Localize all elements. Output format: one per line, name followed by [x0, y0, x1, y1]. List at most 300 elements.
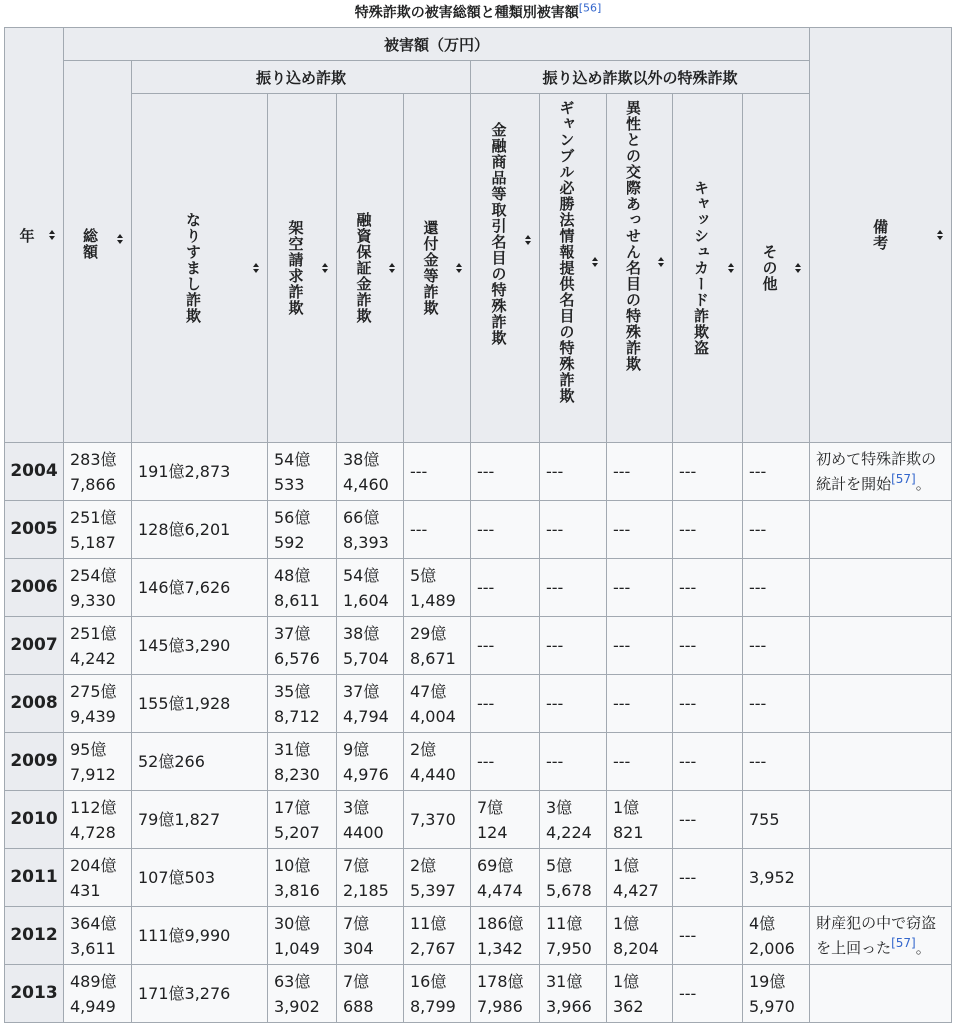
- cell-line: 4,427: [613, 880, 659, 900]
- header-kakuu-seikyu[interactable]: [268, 94, 337, 443]
- value-cell: [607, 443, 673, 501]
- header-gamble[interactable]: [540, 94, 607, 443]
- cell-line: 7,370: [410, 810, 456, 829]
- cell-line: 5億: [546, 855, 573, 875]
- cell-line: 5,678: [546, 880, 592, 900]
- cell-line: 37億: [274, 623, 311, 643]
- cell-line: 7,866: [70, 474, 116, 494]
- cell-line: 304: [343, 938, 374, 958]
- value-cell: [673, 617, 743, 675]
- value-cell: [404, 849, 471, 907]
- cell-line: 2,767: [410, 938, 456, 958]
- total-cell: [64, 849, 132, 907]
- value-cell: [540, 675, 607, 733]
- cell-line: 9,439: [70, 706, 116, 726]
- sort-icon[interactable]: [525, 235, 532, 245]
- cell-line: 254億: [70, 565, 117, 585]
- value-cell: [132, 501, 268, 559]
- cell-line: 47億: [410, 681, 447, 701]
- year-cell: 2006: [5, 559, 64, 617]
- cell-line: 35億: [274, 681, 311, 701]
- cell-line: 11億: [410, 913, 447, 933]
- cell-line: ---: [546, 694, 564, 713]
- header-isei-kosai-label: 異性との交際あっせん名目の特殊詐欺: [624, 100, 642, 372]
- cell-line: 7,986: [477, 996, 523, 1016]
- value-cell: [743, 849, 810, 907]
- cell-line: 124: [477, 822, 508, 842]
- value-cell: [132, 443, 268, 501]
- cell-line: 4,949: [70, 996, 116, 1016]
- header-kakuu-seikyu-label: 架空請求詐欺: [286, 220, 305, 316]
- value-cell: [337, 501, 404, 559]
- sort-icon[interactable]: [49, 230, 56, 240]
- value-cell: [268, 675, 337, 733]
- cell-line: 688: [343, 996, 374, 1016]
- cell-line: ---: [749, 752, 767, 771]
- value-cell: [268, 791, 337, 849]
- cell-line: 11億: [546, 913, 583, 933]
- cell-line: 1,604: [343, 590, 389, 610]
- value-cell: [607, 907, 673, 965]
- value-cell: [404, 965, 471, 1023]
- cell-line: 95億: [70, 739, 107, 759]
- value-cell: [337, 849, 404, 907]
- header-isei-kosai[interactable]: [607, 94, 673, 443]
- header-sonota[interactable]: [743, 94, 810, 443]
- cell-line: 178億: [477, 971, 524, 991]
- cell-line: ---: [477, 462, 495, 481]
- value-cell: [743, 675, 810, 733]
- cell-line: 31億: [546, 971, 583, 991]
- note-text: 初めて特殊詐欺の統計を開始: [816, 449, 937, 493]
- cell-line: 2,185: [343, 880, 389, 900]
- cell-line: ---: [679, 694, 697, 713]
- header-year-label: 年: [19, 226, 35, 245]
- value-cell: [268, 617, 337, 675]
- cell-line: 7,950: [546, 938, 592, 958]
- cell-line: 171億3,276: [138, 984, 231, 1003]
- cell-line: 7,912: [70, 764, 116, 784]
- value-cell: [540, 791, 607, 849]
- note-cell: [810, 965, 952, 1023]
- cell-line: 191億2,873: [138, 462, 231, 481]
- value-cell: [471, 559, 540, 617]
- cell-line: 5,970: [749, 996, 795, 1016]
- cell-line: ---: [410, 462, 428, 481]
- note-cell: [810, 617, 952, 675]
- value-cell: [673, 501, 743, 559]
- cell-line: ---: [477, 636, 495, 655]
- header-damage: 被害額（万円）: [64, 28, 810, 61]
- cell-line: 37億: [343, 681, 380, 701]
- value-cell: [132, 849, 268, 907]
- value-cell: [132, 617, 268, 675]
- cell-line: ---: [749, 636, 767, 655]
- cell-line: 7億: [477, 797, 504, 817]
- cell-line: ---: [546, 578, 564, 597]
- value-cell: [607, 849, 673, 907]
- cell-line: ---: [679, 520, 697, 539]
- table-row: [5, 791, 952, 849]
- cell-line: 29億: [410, 623, 447, 643]
- table-row: [5, 965, 952, 1023]
- cell-line: 2,006: [749, 938, 795, 958]
- header-notes[interactable]: [810, 28, 952, 443]
- note-ref-link[interactable]: [57]: [891, 935, 916, 950]
- sort-icon[interactable]: [322, 263, 329, 273]
- cell-line: 251億: [70, 623, 117, 643]
- value-cell: [337, 617, 404, 675]
- value-cell: [471, 907, 540, 965]
- header-other-group: 振り込め詐欺以外の特殊詐欺: [471, 61, 810, 94]
- cell-line: 1億: [613, 971, 640, 991]
- cell-line: ---: [679, 984, 697, 1003]
- year-cell: 2010: [5, 791, 64, 849]
- value-cell: [540, 907, 607, 965]
- header-total[interactable]: [64, 61, 132, 443]
- header-kinyu-shohin-label: 金融商品等取引名目の特殊詐欺: [489, 122, 508, 346]
- cell-line: ---: [679, 462, 697, 481]
- value-cell: [132, 907, 268, 965]
- value-cell: [607, 675, 673, 733]
- cell-line: 31億: [274, 739, 311, 759]
- cell-line: 38億: [343, 623, 380, 643]
- cell-line: 4,224: [546, 822, 592, 842]
- cell-line: 1,489: [410, 590, 456, 610]
- cell-line: 9,330: [70, 590, 116, 610]
- cell-line: 4,794: [343, 706, 389, 726]
- total-cell: [64, 733, 132, 791]
- total-cell: [64, 791, 132, 849]
- value-cell: [337, 907, 404, 965]
- table-row: [5, 617, 952, 675]
- value-cell: [337, 733, 404, 791]
- sort-icon[interactable]: [389, 263, 396, 273]
- year-cell: 2005: [5, 501, 64, 559]
- value-cell: [607, 501, 673, 559]
- table-row: [5, 849, 952, 907]
- cell-line: 8,671: [410, 648, 456, 668]
- value-cell: [540, 559, 607, 617]
- value-cell: [607, 559, 673, 617]
- cell-line: ---: [679, 578, 697, 597]
- value-cell: [540, 443, 607, 501]
- value-cell: [268, 965, 337, 1023]
- cell-line: 3億: [343, 797, 370, 817]
- table-row: [5, 501, 952, 559]
- value-cell: [673, 849, 743, 907]
- cell-line: 3,952: [749, 868, 795, 887]
- cell-line: 54億: [274, 449, 311, 469]
- cell-line: 362: [613, 996, 644, 1016]
- cell-line: 4,976: [343, 764, 389, 784]
- cell-line: ---: [546, 636, 564, 655]
- value-cell: [268, 849, 337, 907]
- cell-line: ---: [749, 694, 767, 713]
- note-end: 。: [915, 938, 931, 957]
- cell-line: 251億: [70, 507, 117, 527]
- value-cell: [673, 733, 743, 791]
- value-cell: [743, 733, 810, 791]
- header-total-label: 総額: [81, 227, 99, 260]
- value-cell: [404, 501, 471, 559]
- value-cell: [132, 559, 268, 617]
- value-cell: [404, 559, 471, 617]
- header-kinyu-shohin[interactable]: [471, 94, 540, 443]
- cell-line: 17億: [274, 797, 311, 817]
- sort-icon[interactable]: [456, 263, 463, 273]
- value-cell: [607, 965, 673, 1023]
- value-cell: [132, 965, 268, 1023]
- year-cell: 2012: [5, 907, 64, 965]
- sort-icon[interactable]: [937, 230, 944, 240]
- value-cell: [268, 733, 337, 791]
- cell-line: 111億9,990: [138, 926, 231, 945]
- header-year[interactable]: [5, 28, 64, 443]
- cell-line: 8,712: [274, 706, 320, 726]
- cell-line: ---: [613, 462, 631, 481]
- cell-line: 4,004: [410, 706, 456, 726]
- sort-icon[interactable]: [658, 257, 665, 267]
- header-cash-card[interactable]: [673, 94, 743, 443]
- cell-line: ---: [679, 636, 697, 655]
- table-row: [5, 559, 952, 617]
- cell-line: 2億: [410, 739, 437, 759]
- value-cell: [337, 559, 404, 617]
- year-cell: 2008: [5, 675, 64, 733]
- cell-line: ---: [477, 520, 495, 539]
- value-cell: [268, 559, 337, 617]
- value-cell: [404, 675, 471, 733]
- value-cell: [743, 791, 810, 849]
- header-yushi-hoshokin[interactable]: [337, 94, 404, 443]
- value-cell: [743, 907, 810, 965]
- header-kanpukin-label: 還付金等詐欺: [421, 220, 440, 316]
- table-row: [5, 675, 952, 733]
- cell-line: 8,799: [410, 996, 456, 1016]
- cell-line: 7億: [343, 971, 370, 991]
- value-cell: [404, 443, 471, 501]
- cell-line: ---: [679, 926, 697, 945]
- cell-line: ---: [613, 578, 631, 597]
- year-cell: 2009: [5, 733, 64, 791]
- value-cell: [404, 907, 471, 965]
- cell-line: 1,049: [274, 938, 320, 958]
- value-cell: [743, 965, 810, 1023]
- cell-line: 7億: [343, 855, 370, 875]
- cell-line: 48億: [274, 565, 311, 585]
- cell-line: ---: [477, 694, 495, 713]
- cell-line: ---: [679, 752, 697, 771]
- note-cell: [810, 907, 952, 965]
- value-cell: [337, 443, 404, 501]
- cell-line: 9億: [343, 739, 370, 759]
- cell-line: 489億: [70, 971, 117, 991]
- cell-line: 4,440: [410, 764, 456, 784]
- year-cell: 2011: [5, 849, 64, 907]
- value-cell: [607, 733, 673, 791]
- table-row: [5, 733, 952, 791]
- cell-line: 2億: [410, 855, 437, 875]
- value-cell: [607, 791, 673, 849]
- cell-line: 4400: [343, 822, 384, 842]
- cell-line: 155億1,928: [138, 694, 231, 713]
- cell-line: 69億: [477, 855, 514, 875]
- cell-line: 7億: [343, 913, 370, 933]
- cell-line: 755: [749, 810, 780, 829]
- cell-line: 4,474: [477, 880, 523, 900]
- cell-line: ---: [613, 520, 631, 539]
- cell-line: 533: [274, 474, 305, 494]
- total-cell: [64, 501, 132, 559]
- cell-line: 1億: [613, 797, 640, 817]
- header-furikomi: 振り込め詐欺: [132, 61, 471, 94]
- value-cell: [540, 965, 607, 1023]
- value-cell: [268, 501, 337, 559]
- value-cell: [337, 791, 404, 849]
- value-cell: [471, 617, 540, 675]
- cell-line: 66億: [343, 507, 380, 527]
- cell-line: 592: [274, 532, 305, 552]
- cell-line: 3億: [546, 797, 573, 817]
- value-cell: [673, 675, 743, 733]
- sort-icon[interactable]: [253, 263, 260, 273]
- cell-line: 186億: [477, 913, 524, 933]
- note-cell: [810, 559, 952, 617]
- note-cell: [810, 849, 952, 907]
- cell-line: 128億6,201: [138, 520, 231, 539]
- header-kanpukin[interactable]: [404, 94, 471, 443]
- value-cell: [673, 907, 743, 965]
- value-cell: [673, 443, 743, 501]
- cell-line: ---: [613, 752, 631, 771]
- note-cell: [810, 791, 952, 849]
- total-cell: [64, 965, 132, 1023]
- header-notes-label: 備考: [871, 219, 890, 251]
- value-cell: [471, 501, 540, 559]
- cell-line: 5億: [410, 565, 437, 585]
- sort-icon[interactable]: [728, 263, 735, 273]
- table-caption: [0, 0, 956, 27]
- value-cell: [743, 559, 810, 617]
- cell-line: 38億: [343, 449, 380, 469]
- cell-line: 204億: [70, 855, 117, 875]
- cell-line: 5,207: [274, 822, 320, 842]
- note-end: 。: [915, 474, 931, 493]
- cell-line: 8,393: [343, 532, 389, 552]
- value-cell: [404, 733, 471, 791]
- value-cell: [743, 443, 810, 501]
- cell-line: ---: [679, 810, 697, 829]
- note-cell: [810, 443, 952, 501]
- value-cell: [471, 965, 540, 1023]
- cell-line: 821: [613, 822, 644, 842]
- total-cell: [64, 907, 132, 965]
- cell-line: 1,342: [477, 938, 523, 958]
- cell-line: 30億: [274, 913, 311, 933]
- value-cell: [268, 443, 337, 501]
- header-cash-card-label: キャッシュカード詐欺盗: [692, 180, 710, 356]
- note-text: 財産犯の中で窃盗を上回った: [816, 913, 937, 957]
- cell-line: 5,704: [343, 648, 389, 668]
- cell-line: ---: [546, 462, 564, 481]
- table-row: [5, 907, 952, 965]
- cell-line: 4,460: [343, 474, 389, 494]
- sort-icon[interactable]: [117, 234, 124, 244]
- cell-line: 3,966: [546, 996, 592, 1016]
- fraud-damage-table: [4, 27, 952, 1023]
- note-cell: [810, 675, 952, 733]
- total-cell: [64, 617, 132, 675]
- caption-ref-link[interactable]: [56]: [578, 1, 602, 15]
- cell-line: 6,576: [274, 648, 320, 668]
- cell-line: 1億: [613, 855, 640, 875]
- cell-line: 3,902: [274, 996, 320, 1016]
- value-cell: [404, 791, 471, 849]
- value-cell: [540, 733, 607, 791]
- cell-line: 3,816: [274, 880, 320, 900]
- header-narisumashi[interactable]: [132, 94, 268, 443]
- cell-line: ---: [477, 578, 495, 597]
- cell-line: 4,728: [70, 822, 116, 842]
- note-cell: [810, 501, 952, 559]
- value-cell: [337, 675, 404, 733]
- cell-line: 5,397: [410, 880, 456, 900]
- header-gamble-label: ギャンブル必勝法情報提供名目の特殊詐欺: [557, 100, 576, 404]
- value-cell: [471, 849, 540, 907]
- note-ref-link[interactable]: [57]: [891, 471, 916, 486]
- cell-line: ---: [749, 462, 767, 481]
- value-cell: [673, 965, 743, 1023]
- cell-line: 8,611: [274, 590, 320, 610]
- cell-line: 63億: [274, 971, 311, 991]
- value-cell: [540, 501, 607, 559]
- cell-line: ---: [613, 636, 631, 655]
- total-cell: [64, 675, 132, 733]
- cell-line: 145億3,290: [138, 636, 231, 655]
- value-cell: [404, 617, 471, 675]
- total-cell: [64, 559, 132, 617]
- cell-line: 4億: [749, 913, 776, 933]
- caption-text: 特殊詐欺の被害総額と種類別被害額: [354, 5, 579, 21]
- value-cell: [132, 791, 268, 849]
- cell-line: 79億1,827: [138, 810, 221, 829]
- cell-line: 5,187: [70, 532, 116, 552]
- cell-line: ---: [749, 520, 767, 539]
- value-cell: [540, 849, 607, 907]
- value-cell: [471, 733, 540, 791]
- cell-line: ---: [613, 694, 631, 713]
- header-yushi-hoshokin-label: 融資保証金詐欺: [354, 212, 373, 324]
- cell-line: 275億: [70, 681, 117, 701]
- sort-icon[interactable]: [592, 257, 599, 267]
- cell-line: ---: [546, 520, 564, 539]
- cell-line: 112億: [70, 797, 117, 817]
- cell-line: 10億: [274, 855, 311, 875]
- cell-line: 283億: [70, 449, 117, 469]
- value-cell: [337, 965, 404, 1023]
- value-cell: [471, 675, 540, 733]
- cell-line: 431: [70, 880, 101, 900]
- sort-icon[interactable]: [795, 263, 802, 273]
- value-cell: [471, 791, 540, 849]
- cell-line: 364億: [70, 913, 117, 933]
- cell-line: 3,611: [70, 938, 116, 958]
- cell-line: ---: [546, 752, 564, 771]
- value-cell: [743, 617, 810, 675]
- note-cell: [810, 733, 952, 791]
- header-sonota-label: その他: [760, 244, 779, 292]
